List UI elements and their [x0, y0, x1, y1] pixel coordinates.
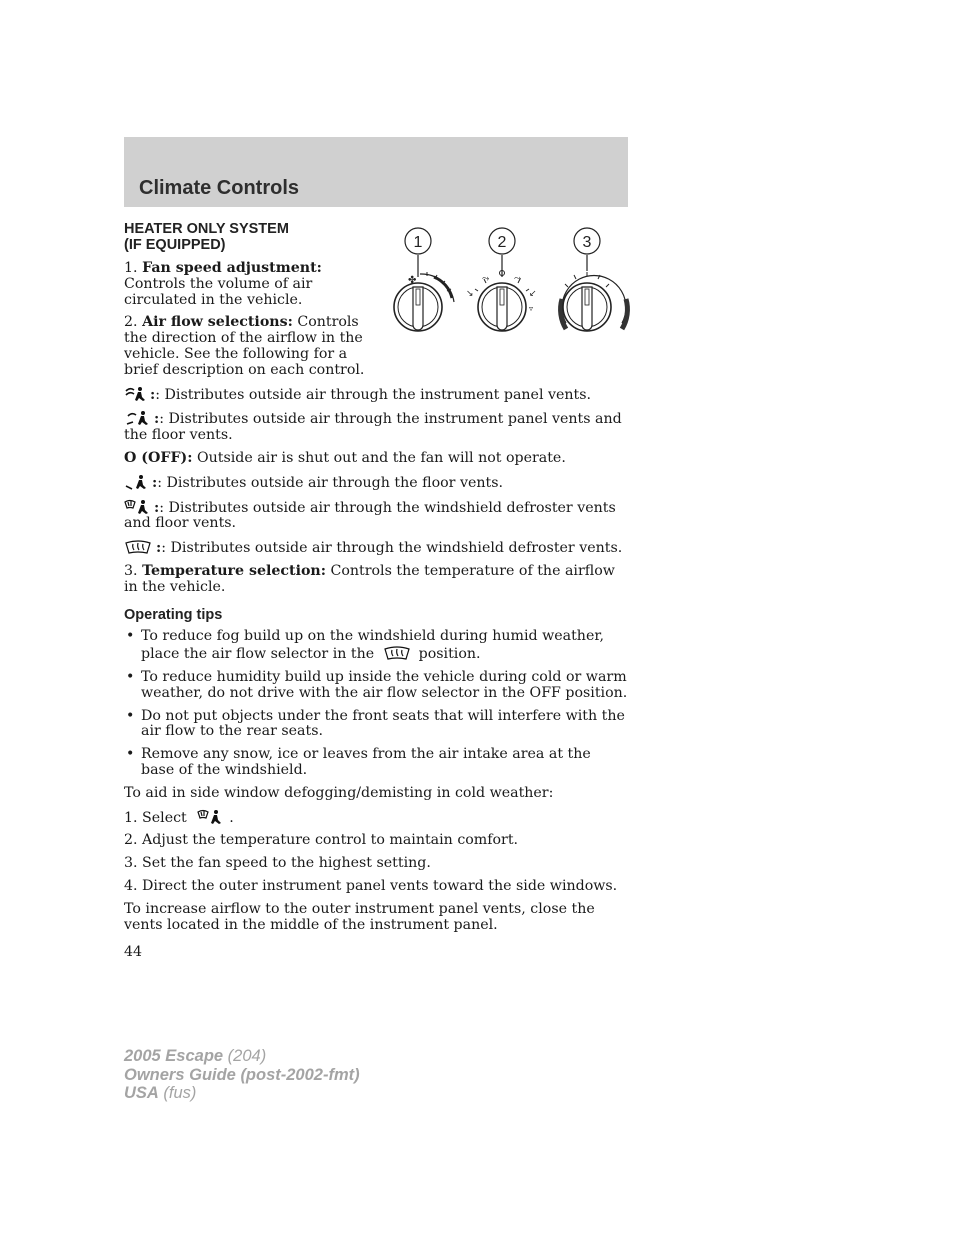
- defog-step-4: 4. Direct the outer instrument panel vents toward the side windows.: [124, 877, 618, 894]
- temperature-item: 3. Temperature selection: Controls the temperature of the airflow in the vehicle.: [124, 562, 615, 595]
- section-heading: [124, 221, 628, 253]
- callout-1: 1: [413, 234, 423, 251]
- panel-floor-mode-icon: [124, 410, 150, 426]
- callout-2: 2: [497, 234, 507, 251]
- tips-list: [124, 629, 628, 778]
- list-item: • To reduce fog build up on the windshield during humid weather, place the air flow selector in the position.: [124, 629, 628, 663]
- mode-defrost: :: Distributes outside air through the windshield defroster vents.: [124, 539, 628, 557]
- footer-line-2: Owners Guide (post-2002-fmt): [124, 1065, 360, 1084]
- footer: [124, 1047, 360, 1103]
- floor-vent-icon: ↘: [466, 289, 474, 299]
- mode-defrost-floor: :: Distributes outside air through the windshield defroster vents and floor vents.: [124, 499, 616, 532]
- panel-mode-icon: [124, 386, 146, 402]
- callout-3: 3: [582, 234, 592, 251]
- defog-intro: To aid in side window defogging/demisting in cold weather:: [124, 784, 554, 801]
- fan-speed-item: 1. Fan speed adjustment: Controls the volume of air circulated in the vehicle.: [124, 260, 322, 308]
- mode-panel: :: Distributes outside air through the instrument panel vents.: [124, 386, 628, 404]
- defrost-floor-vent-icon: ↙: [529, 289, 537, 299]
- air-flow-label: Air flow selections:: [142, 314, 293, 331]
- panel-vent-icon: ⤳: [482, 274, 490, 284]
- fan-speed-label: Fan speed adjustment:: [142, 260, 322, 276]
- operating-tips-heading: Operating tips: [124, 606, 223, 623]
- list-item: • Do not put objects under the front seats that will interfere with the air flow to the rear seats.: [124, 709, 628, 741]
- mode-panel-floor: :: Distributes outside air through the instrument panel vents and the floor vents.: [124, 411, 622, 444]
- mode-off: O (OFF): Outside air is shut out and the fan will not operate.: [124, 449, 566, 466]
- footer-line-3: USA (fus): [124, 1084, 197, 1102]
- defrost-floor-mode-icon: [124, 499, 150, 515]
- fan-icon: ✤: [408, 275, 417, 286]
- list-item: • To reduce humidity build up inside the vehicle during cold or warm weather, do not drive with the air flow selector in the OFF position.: [124, 670, 628, 702]
- heading-line-1: HEATER ONLY SYSTEM: [124, 221, 289, 237]
- mode-floor: :: Distributes outside air through the floor vents.: [124, 474, 628, 492]
- air-flow-item: 2. Air flow selections: Controls the direction of the airflow in the vehicle. See the following for a brief description on each control.: [124, 314, 365, 378]
- page-number: 44: [124, 944, 143, 961]
- defog-step-1: 1. Select .: [124, 809, 234, 826]
- controls-intro: [124, 261, 376, 379]
- defog-step-3: 3. Set the fan speed to the highest setting.: [124, 855, 431, 872]
- defrost-icon: [383, 645, 411, 661]
- heading-line-2: (IF EQUIPPED): [124, 237, 226, 253]
- defrost-icon: ▿: [529, 304, 534, 313]
- off-label: O (OFF):: [124, 449, 193, 466]
- defog-step-2: 2. Adjust the temperature control to maintain comfort.: [124, 832, 519, 849]
- defrost-mode-icon: [124, 539, 152, 555]
- header-band: [124, 137, 628, 207]
- page-title: Climate Controls: [139, 177, 300, 199]
- content-column: [124, 221, 628, 961]
- footer-line-1: 2005 Escape (204): [124, 1047, 267, 1065]
- defrost-floor-mode-icon: [197, 809, 223, 825]
- list-item: • Remove any snow, ice or leaves from the air intake area at the base of the windshield.: [124, 747, 628, 779]
- floor-mode-icon: [124, 474, 148, 490]
- panel-floor-vent-icon: ⤳: [514, 274, 522, 284]
- closing-note: To increase airflow to the outer instrument panel vents, close the vents located in the middle of the instrument panel.: [124, 900, 595, 933]
- temperature-label: Temperature selection:: [142, 562, 326, 579]
